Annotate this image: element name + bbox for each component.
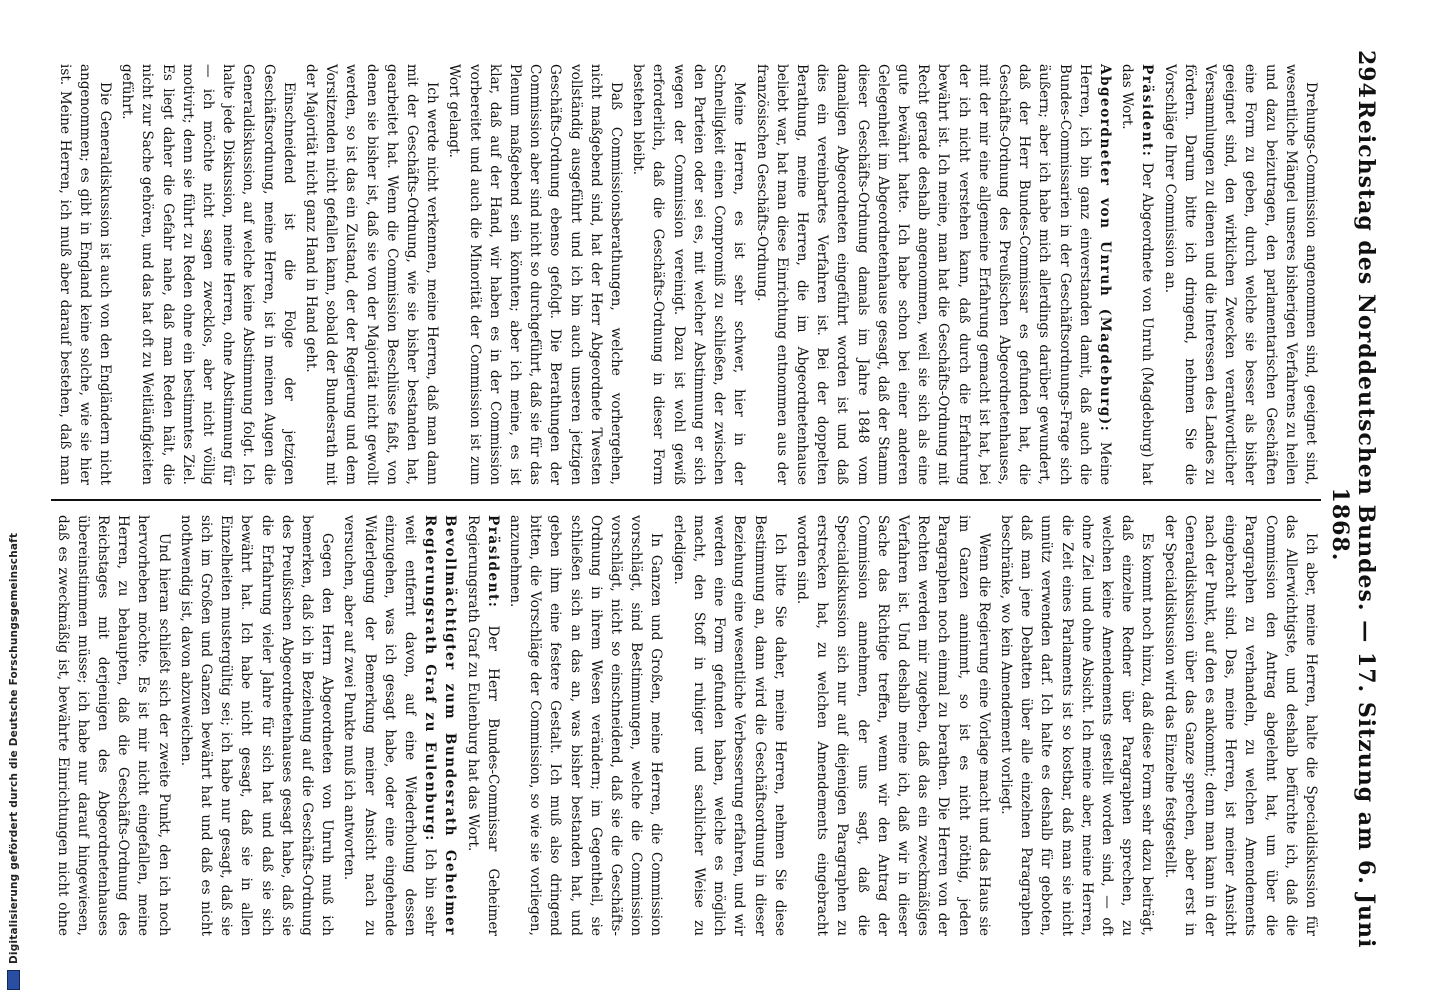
paragraph-text: Der Abgeordnete von Unruh (Magdeburg) hat das Wort. xyxy=(1119,64,1156,485)
speaker-label: Präsident: xyxy=(484,515,501,609)
paragraph xyxy=(339,515,460,936)
dfg-logo-icon xyxy=(8,970,21,990)
paragraph xyxy=(1117,64,1157,485)
paragraph-text: Ich bin sehr weit entfernt davon, auf eine Wiederholung dessen einzugehen, was ich gesagt habe, oder eine eingehende Widerlegung der Bemerkung meiner Ansicht nach zu versuchen, aber auf zwei Punkte muß ich antworten. xyxy=(341,515,439,936)
paragraph-text: Es kommt noch hinzu, daß diese Form sehr dazu beiträgt, daß einzelne Redner über Paragraphen sprechen, zu welchen keine Amendements gestellt worden sind, — oft ohne Ziel und ohne Absicht. Ich meine aber, meine Herren, die Zeit eines Parlaments ist so kostbar, daß man sie nicht unnütz verwenden darf. Ich halte es deshalb für geboten, daß man jene Debatten über alle einzelnen Paragraphen beschränke, wo kein Amendement vorliegt. xyxy=(997,515,1156,936)
paragraph xyxy=(117,64,299,485)
paragraph-text: Meine Herren, ich bin ganz einverstanden damit, daß auch die Bundes-Commissarien in der Geschäftsordnungs-Frage sich äußern; aber ich habe mich allerdings darüber gewundert, daß der Herr Bundes-Commissar es gefunden hat, die Geschäfts-Ordnung des Preußischen Abgeordnetenhauses, mit der mir eine allgemeine Erfahrung gemacht ist hat, bei der ich nicht verstehen kann, daß durch die Erfahrung bewährt ist. Ich meine, man hat die Geschäfts-Ordnung mit Recht gerade deshalb angenommen, weil sie sich als eine gute bewährt hatte. Ich habe schon bei einer anderen Gelegenheit im Abgeordnetenhause gesagt, daß der Stamm dieser Geschäfts-Ordnung damals im Jahre 1848 vom damaligen Abgeordneten eingeführt worden ist und daß dies ein vereinbartes Verfahren ist. Bei der doppelten Berathung, meine Herren, die im Abgeordnetenhause beliebt war, hat man diese Einrichtung entnommen aus der französischen Geschäfts-Ordnung. xyxy=(753,64,1113,485)
paragraph xyxy=(176,515,338,936)
paragraph-text: Ich aber, meine Herren, halte die Specialdiskussion für das Allerwichtigste, und deshalb befürchte ich, daß die Commission den Antrag abgelehnt hat, um über die Paragraphen zu verhandeln, zu welchen Amendements eingebracht sind. Das, meine Herren, ist meiner Ansicht nach der Punkt, auf den es ankommt; denn man kann in der Generaldiskussion über das Ganze sprechen, aber erst in der Specialdiskussion wird das Einzelne festgestellt. xyxy=(1161,515,1319,936)
paragraph xyxy=(669,515,790,936)
text-columns xyxy=(51,50,1321,950)
paragraph-text: Wenn die Regierung eine Vorlage macht und das Haus sie im Ganzen annimmt, so ist es nicht nöthig, jeden Paragraphen noch einmal zu berathen. Die Herren von der Rechten werden mir zugeben, daß das ein zweckmäßiges Verfahren ist. Und deshalb meine ich, daß wir in dieser Sache das Richtige treffen, wenn wir den Antrag der Commission annehmen, der uns sagt, daß die Specialdiskussion sich nur auf diejenigen Paragraphen zu erstrecken hat, zu welchen Amendements eingebracht worden sind. xyxy=(793,515,992,936)
left-column xyxy=(51,50,1321,499)
paragraph xyxy=(462,515,502,936)
right-column xyxy=(51,501,1321,950)
paragraph-text: Gegen den Herrn Abgeordneten von Unruh muß ich bemerken, daß ich in Beziehung auf die Geschäfts-Ordnung des Preußischen Abgeordnetenhauses gesagt habe, daß sie die Erfahrung vieler Jahre für sich hat und daß sie sich bewährt hat. Ich habe nicht gesagt, daß sie in allen Einzelheiten mustergültig sei; ich habe nur gesagt, daß sie sich im Großen und Ganzen bewährt hat und daß es nicht nothwendig ist, davon abzuweichen. xyxy=(177,515,336,936)
paragraph-text: Drehungs-Commission angenommen sind, geeignet sind, wesentliche Mängel unseres bisherigen Verfahrens zu heilen und dazu beizutragen, den parlamentarischen Geschäften eine Form zu geben, durch welche sie besser als bisher geeignet sind, den wirklichen Zwecken verantwortlicher Versammlungen zu dienen und die Interessen des Landes zu fördern. Darum bitte ich dringend, nehmen Sie die Vorschläge Ihrer Commission an. xyxy=(1161,64,1319,485)
paragraph-text: Der Herr Bundes-Commissar Geheimer Regierungsrath Graf zu Eulenburg hat das Wort. xyxy=(464,515,501,936)
paragraph xyxy=(505,515,667,936)
paragraph-text: In Ganzen und Großen, meine Herren, die Commission vorschlägt, sind Bestimmungen, welche die Commission vorschlägt, nicht so einschneidend, daß sie die Geschäfts-Ordnung in ihrem Wesen verändern; im Gegentheil, sie schließen sich an das an, was bisher bestanden hat, und geben ihm eine festere Gestalt. Ich muß also dringend bitten, die Vorschläge der Commission, so wie sie vorliegen, anzunehmen. xyxy=(507,515,665,936)
paragraph-text: Und hieran schließt sich der zweite Punkt, den ich noch hervorheben möchte. Es ist mir nicht eingefallen, meine Herren, zu behaupten, daß die Geschäfts-Ordnung des Reichstages mit derjenigen des Abgeordnetenhauses übereinstimmen müsse; ich habe nur darauf hingewiesen, daß es zweckmäßig ist, bewährte Einrichtungen nicht ohne xyxy=(54,515,172,936)
digitization-credit xyxy=(6,230,22,990)
running-title: Reichstag des Norddeutschen Bundes. — 17. Sitzung am 6. Juni 1868. xyxy=(1327,100,1379,949)
paragraph xyxy=(628,64,749,485)
paragraph xyxy=(751,64,1115,485)
paragraph xyxy=(1159,64,1321,485)
paragraph xyxy=(51,515,174,936)
paragraph xyxy=(301,64,442,485)
paragraph xyxy=(444,64,626,485)
paragraph xyxy=(996,515,1158,936)
paragraph xyxy=(51,64,115,485)
paragraph-text: Die Generaldiskussion ist auch von den Engländern nicht angenommen; es gibt in England keine solche, wie sie hier ist. Meine Herren, ich muß aber darauf bestehen, daß man xyxy=(56,64,114,485)
paragraph xyxy=(1159,515,1321,936)
page-header xyxy=(1321,50,1379,950)
speaker-label: Präsident: xyxy=(1139,64,1156,158)
paragraph-text: Ich werde nicht verkennen, meine Herren, daß man dann mit der Geschäfts-Ordnung, wie sie bisher bestanden hat, gearbeitet hat. Wenn die Commission Beschlüsse faßt, von denen sie bisher ist, daß sie von der Majorität nicht gewollt werden, so ist das ein Zustand, der der Regierung und dem Vorsitzenden nicht gefallen kann, sobald der Bundesrath mit der Majorität nicht ganz Hand in Hand geht. xyxy=(303,64,441,485)
speaker-label: Abgeordneter von Unruh (Magdeburg): xyxy=(1096,64,1113,433)
paragraph xyxy=(792,515,994,936)
paragraph-text: Einschneidend ist die Folge der jetzigen Geschäftsordnung, meine Herren, ist in meinen Augen die Generaldiskussion, auf welche keine Abstimmung folgt. Ich halte jede Diskussion, meine Herren, ohne Abstimmung für — ich möchte nicht sagen zwecklos, aber nicht völlig motivirt; denn sie führt zu Reden ohne ein bestimmtes Ziel. Es liegt daher die Gefahr nahe, daß man Reden hält, die nicht zur Sache gehören, und das hat oft zu Weitläufigkeiten geführt. xyxy=(119,64,297,485)
speaker-label: Bevollmächtigter zum Bundesrath Geheimer Regierungsrath Graf zu Eulenburg: xyxy=(422,515,459,936)
page-number: 294 xyxy=(1353,50,1379,99)
paragraph-text: Ich bitte Sie daher, meine Herren, nehmen Sie diese Bestimmung an, dann wird die Geschäftsordnung in dieser Beziehung eine wesentliche Verbesserung erfahren, und wir werden eine Form gefunden haben, welche es möglich macht, den Stoff in ruhiger und sachlicher Weise zu erledigen. xyxy=(670,515,788,936)
credit-text: Digitalisierung gefördert durch die Deutsche Forschungsgemeinschaft xyxy=(8,532,20,964)
paragraph-text: Daß Commissionsberathungen, welche vorhergehen, nicht maßgebend sind, hat der Herr Abgeordnete Twesten vollständig ausgeführt und ich bin auch unseren jetzigen Geschäfts-Ordnung ebenso gefolgt. Die Berathungen der Commission aber sind nicht so durchgeführt, daß sie für das Plenum maßgebend sein könnten; aber ich meine, es ist klar, daß auf der Hand, wir haben es in der Commission vorbereitet und auch die Minorität der Commission ist zum Wort gelangt. xyxy=(446,64,625,485)
document-page xyxy=(21,10,1411,990)
paragraph-text: Meine Herren, es ist sehr schwer, hier in der Schnelligkeit einen Compromiß zu schließen, der zwischen den Parteien oder sei es, mit welcher Abstimmung er sich wegen der Commission vereinigt. Dazu ist wohl gewiß erforderlich, daß die Geschäfts-Ordnung in dieser Form bestehen bleibt. xyxy=(630,64,748,485)
